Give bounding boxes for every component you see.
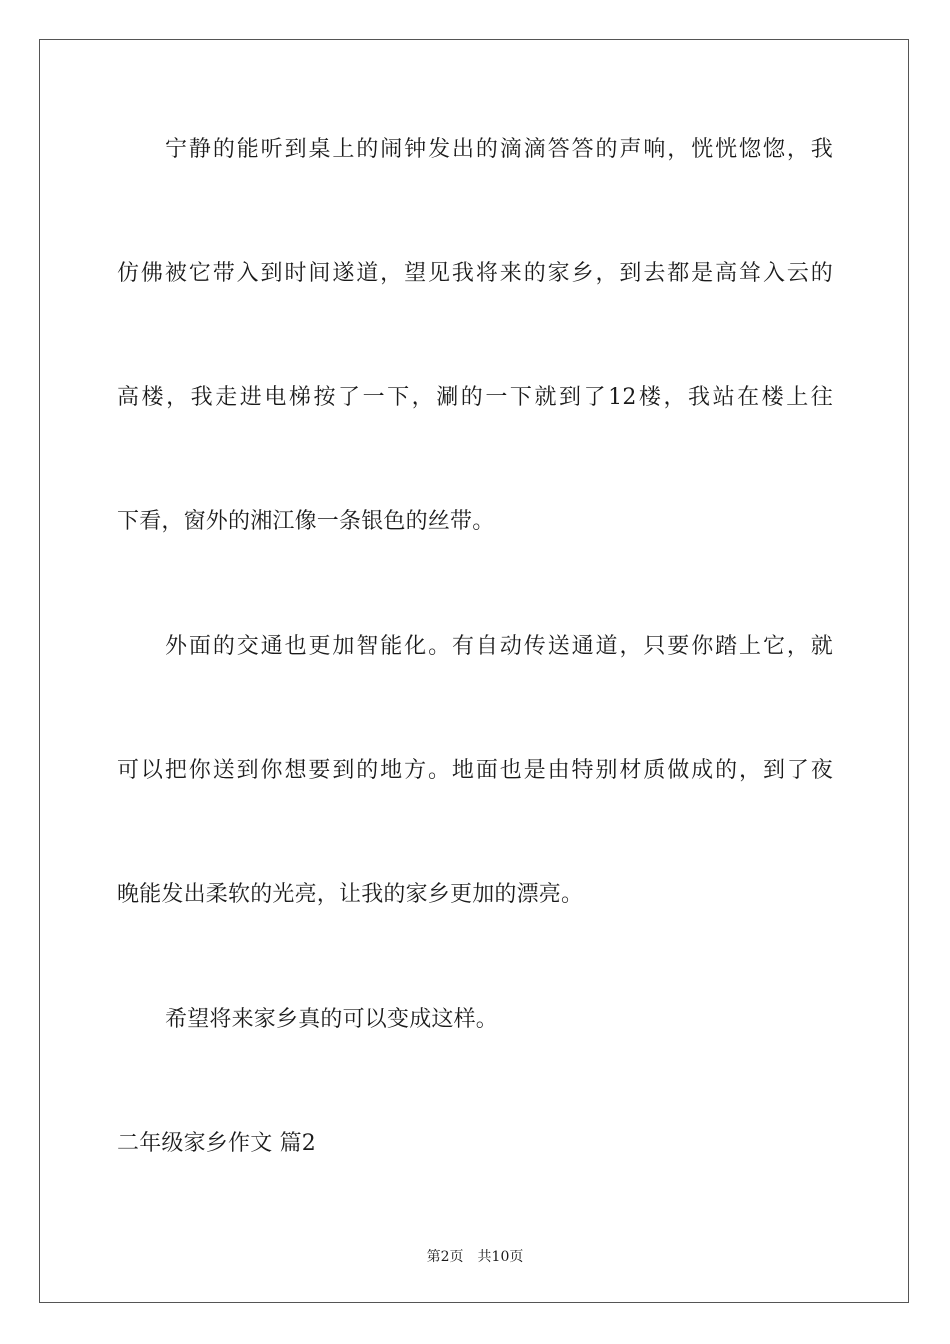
paragraph-2-line-2: 可以把你送到你想要到的地方。地面也是由特别材质做成的，到了夜 bbox=[117, 758, 833, 783]
page-footer bbox=[0, 1248, 950, 1266]
page-total: 共10页 bbox=[477, 1249, 524, 1265]
paragraph-1-line-3: 高楼，我走进电梯按了一下，涮的一下就到了12楼，我站在楼上往 bbox=[117, 385, 833, 410]
paragraph-1-line-1: 宁静的能听到桌上的闹钟发出的滴滴答答的声响，恍恍惚惚，我 bbox=[165, 137, 833, 162]
page-number: 第2页 bbox=[426, 1249, 464, 1265]
paragraph-2-line-1: 外面的交通也更加智能化。有自动传送通道，只要你踏上它，就 bbox=[165, 634, 833, 659]
paragraph-1-line-2: 仿佛被它带入到时间遂道，望见我将来的家乡，到去都是高耸入云的 bbox=[117, 261, 833, 286]
page-border bbox=[39, 39, 909, 1303]
paragraph-3-line-1: 希望将来家乡真的可以变成这样。 bbox=[165, 1007, 499, 1032]
paragraph-2-line-3: 晚能发出柔软的光亮，让我的家乡更加的漂亮。 bbox=[117, 882, 584, 907]
paragraph-1-line-4: 下看，窗外的湘江像一条银色的丝带。 bbox=[117, 509, 495, 534]
section-heading: 二年级家乡作文 篇2 bbox=[117, 1131, 316, 1156]
